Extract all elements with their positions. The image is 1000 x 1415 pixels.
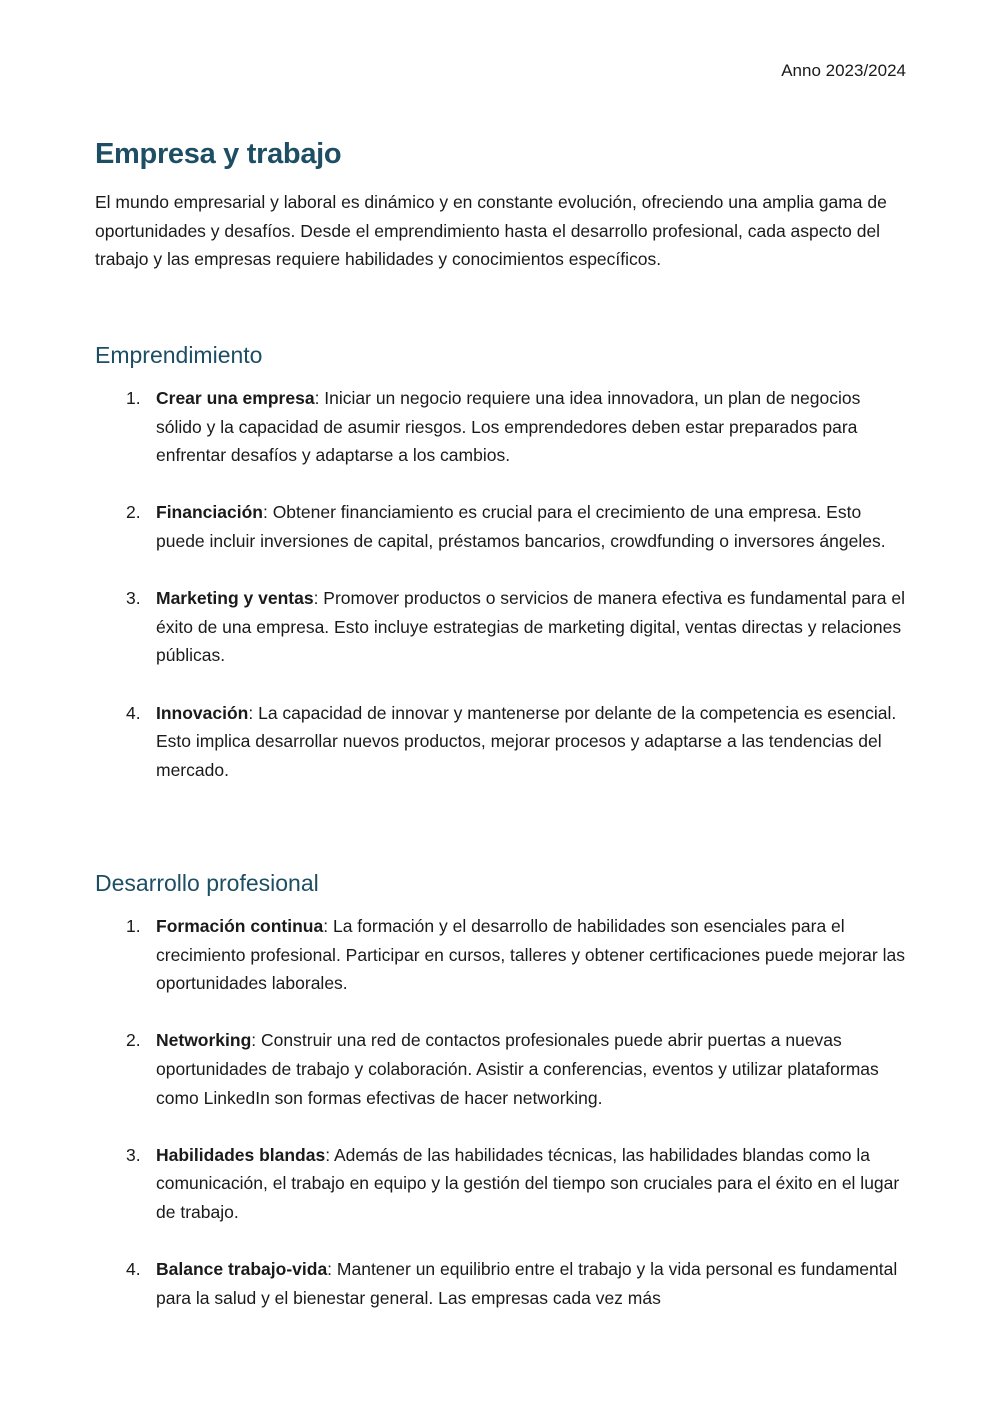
list-item bbox=[95, 699, 910, 785]
academic-year: Anno 2023/2024 bbox=[781, 61, 906, 80]
item-text: : La capacidad de innovar y mantenerse por delante de la competencia es esencial. Esto implica desarrollar nuevos productos, mejorar procesos y adaptarse a las tendencias del mercado. bbox=[156, 702, 897, 780]
item-number: 3. bbox=[126, 1144, 141, 1165]
page-title: Empresa y trabajo bbox=[95, 138, 342, 170]
list-item bbox=[95, 1026, 910, 1112]
item-text: : Iniciar un negocio requiere una idea innovadora, un plan de negocios sólido y la capacidad de asumir riesgos. Los emprendedores deben estar preparados para enfrentar desafíos y adaptarse a los cambios. bbox=[156, 388, 861, 466]
item-number: 4. bbox=[126, 1259, 141, 1280]
item-text: : Construir una red de contactos profesionales puede abrir puertas a nuevas oportunidades de trabajo y colaboración. Asistir a conferencias, eventos y utilizar plataformas como LinkedIn son formas efectivas de hacer networking. bbox=[156, 1030, 879, 1108]
item-term: Marketing y ventas bbox=[156, 588, 314, 609]
item-text: : Obtener financiamiento es crucial para el crecimiento de una empresa. Esto puede incluir inversiones de capital, préstamos bancarios, crowdfunding o inversores ángeles. bbox=[156, 502, 886, 551]
item-text: : Promover productos o servicios de manera efectiva es fundamental para el éxito de una empresa. Esto incluye estrategias de marketing digital, ventas directas y relaciones públicas. bbox=[156, 588, 905, 666]
item-number: 3. bbox=[126, 588, 141, 609]
list-item bbox=[95, 1141, 910, 1227]
item-term: Financiación bbox=[156, 502, 263, 523]
item-term: Balance trabajo-vida bbox=[156, 1259, 328, 1280]
section-heading-emprendimiento: Emprendimiento bbox=[95, 342, 263, 368]
intro-paragraph: El mundo empresarial y laboral es dinámico y en constante evolución, ofreciendo una amplia gama de oportunidades y desafíos. Desde el emprendimiento hasta el desarrollo profesional, cada aspecto del trabajo y las empresas requiere habilidades y conocimientos específicos. bbox=[95, 192, 887, 270]
emprendimiento-list bbox=[95, 384, 910, 813]
item-number: 2. bbox=[126, 1030, 141, 1051]
item-text: : Además de las habilidades técnicas, las habilidades blandas como la comunicación, el trabajo en equipo y la gestión del tiempo son cruciales para el éxito en el lugar de trabajo. bbox=[156, 1144, 900, 1222]
item-number: 2. bbox=[126, 502, 141, 523]
item-number: 1. bbox=[126, 388, 141, 408]
list-item bbox=[95, 1255, 910, 1312]
item-number: 4. bbox=[126, 702, 141, 723]
list-item bbox=[95, 912, 910, 998]
item-term: Innovación bbox=[156, 702, 249, 723]
item-text: : Mantener un equilibrio entre el trabajo y la vida personal es fundamental para la salud y el bienestar general. Las empresas cada vez más bbox=[156, 1259, 898, 1308]
section-heading-desarrollo-profesional: Desarrollo profesional bbox=[95, 870, 319, 896]
item-text: : La formación y el desarrollo de habilidades son esenciales para el crecimiento profesional. Participar en cursos, talleres y obtener certificaciones puede mejorar las oportunidades laborales. bbox=[156, 916, 905, 994]
list-item bbox=[95, 384, 910, 470]
item-term: Habilidades blandas bbox=[156, 1144, 326, 1165]
item-term: Crear una empresa bbox=[156, 388, 315, 408]
desarrollo-profesional-list bbox=[95, 912, 910, 1341]
list-item bbox=[95, 498, 910, 555]
item-number: 1. bbox=[126, 916, 141, 936]
item-term: Formación continua bbox=[156, 916, 324, 936]
list-item bbox=[95, 584, 910, 670]
item-term: Networking bbox=[156, 1030, 252, 1051]
